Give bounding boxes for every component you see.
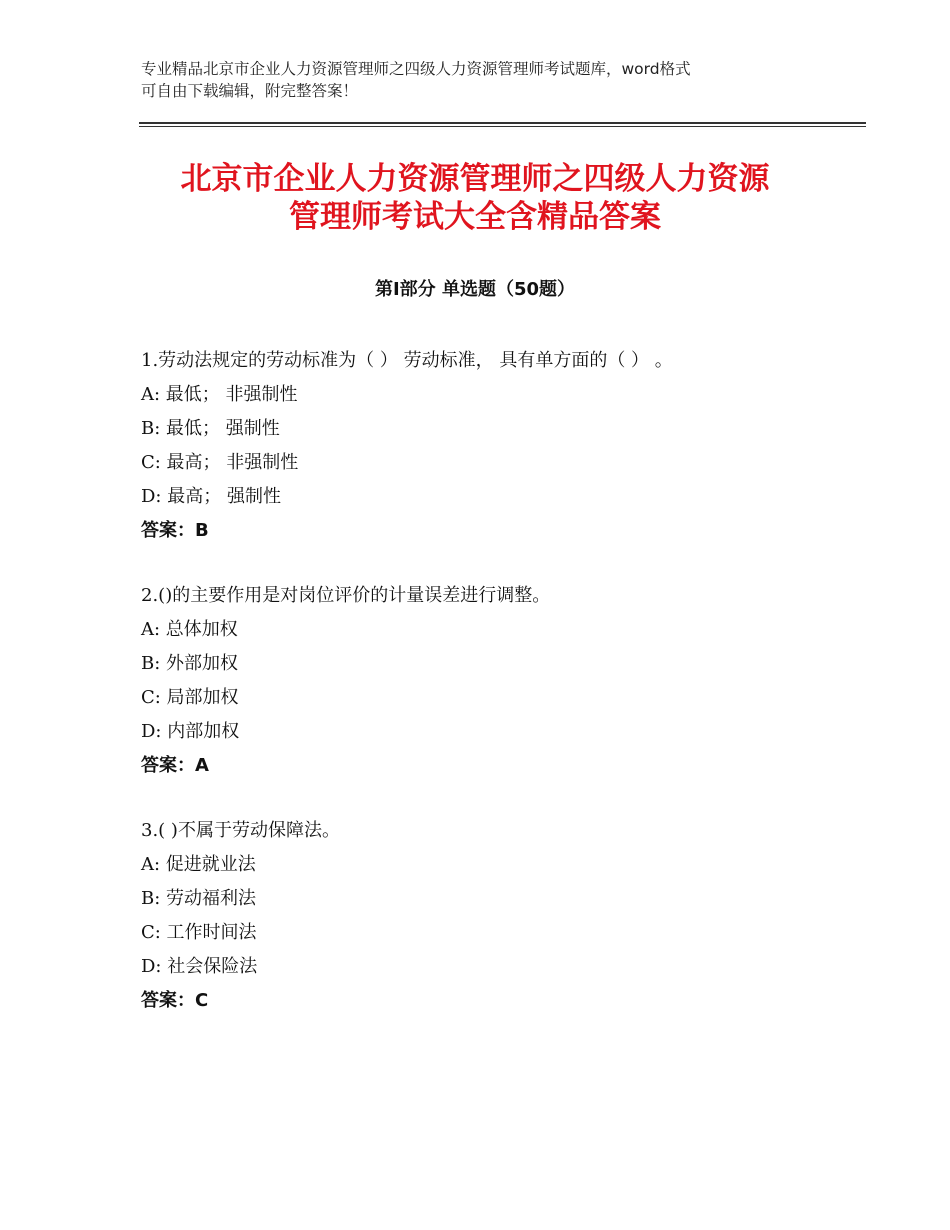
document-header bbox=[141, 58, 821, 102]
option-d: D: 内部加权 bbox=[141, 721, 240, 742]
option-a: A: 促进就业法 bbox=[141, 854, 256, 875]
answer-line: 答案：A bbox=[141, 755, 209, 776]
option-c: C: 工作时间法 bbox=[141, 922, 257, 943]
question-3 bbox=[141, 814, 861, 1018]
question-stem: 2.()的主要作用是对岗位评价的计量误差进行调整。 bbox=[141, 585, 551, 606]
option-a: A: 总体加权 bbox=[141, 619, 238, 640]
question-list bbox=[141, 344, 861, 1049]
answer-line: 答案：B bbox=[141, 520, 209, 541]
answer-line: 答案：C bbox=[141, 990, 209, 1011]
question-stem: 3.( )不属于劳动保障法。 bbox=[141, 820, 340, 841]
option-a: A: 最低； 非强制性 bbox=[141, 384, 298, 405]
option-b: B: 外部加权 bbox=[141, 653, 239, 674]
option-b: B: 最低； 强制性 bbox=[141, 418, 280, 439]
header-divider-thin bbox=[139, 126, 866, 127]
question-2 bbox=[141, 579, 861, 783]
header-divider-thick bbox=[139, 122, 866, 124]
option-c: C: 最高； 非强制性 bbox=[141, 452, 299, 473]
section-heading: 第Ⅰ部分 单选题（50题） bbox=[374, 279, 575, 300]
option-c: C: 局部加权 bbox=[141, 687, 239, 708]
question-1 bbox=[141, 344, 861, 548]
option-b: B: 劳动福利法 bbox=[141, 888, 257, 909]
title-line-2: 管理师考试大全含精品答案 bbox=[289, 199, 661, 235]
title-line-1: 北京市企业人力资源管理师之四级人力资源 bbox=[180, 161, 770, 197]
document-title bbox=[90, 160, 860, 236]
option-d: D: 社会保险法 bbox=[141, 956, 258, 977]
question-stem: 1.劳动法规定的劳动标准为（ ） 劳动标准， 具有单方面的（ ） 。 bbox=[141, 350, 673, 371]
option-d: D: 最高； 强制性 bbox=[141, 486, 281, 507]
header-line-1: 专业精品北京市企业人力资源管理师之四级人力资源管理师考试题库，word格式 bbox=[141, 60, 691, 78]
header-line-2: 可自由下载编辑，附完整答案！ bbox=[141, 82, 359, 100]
